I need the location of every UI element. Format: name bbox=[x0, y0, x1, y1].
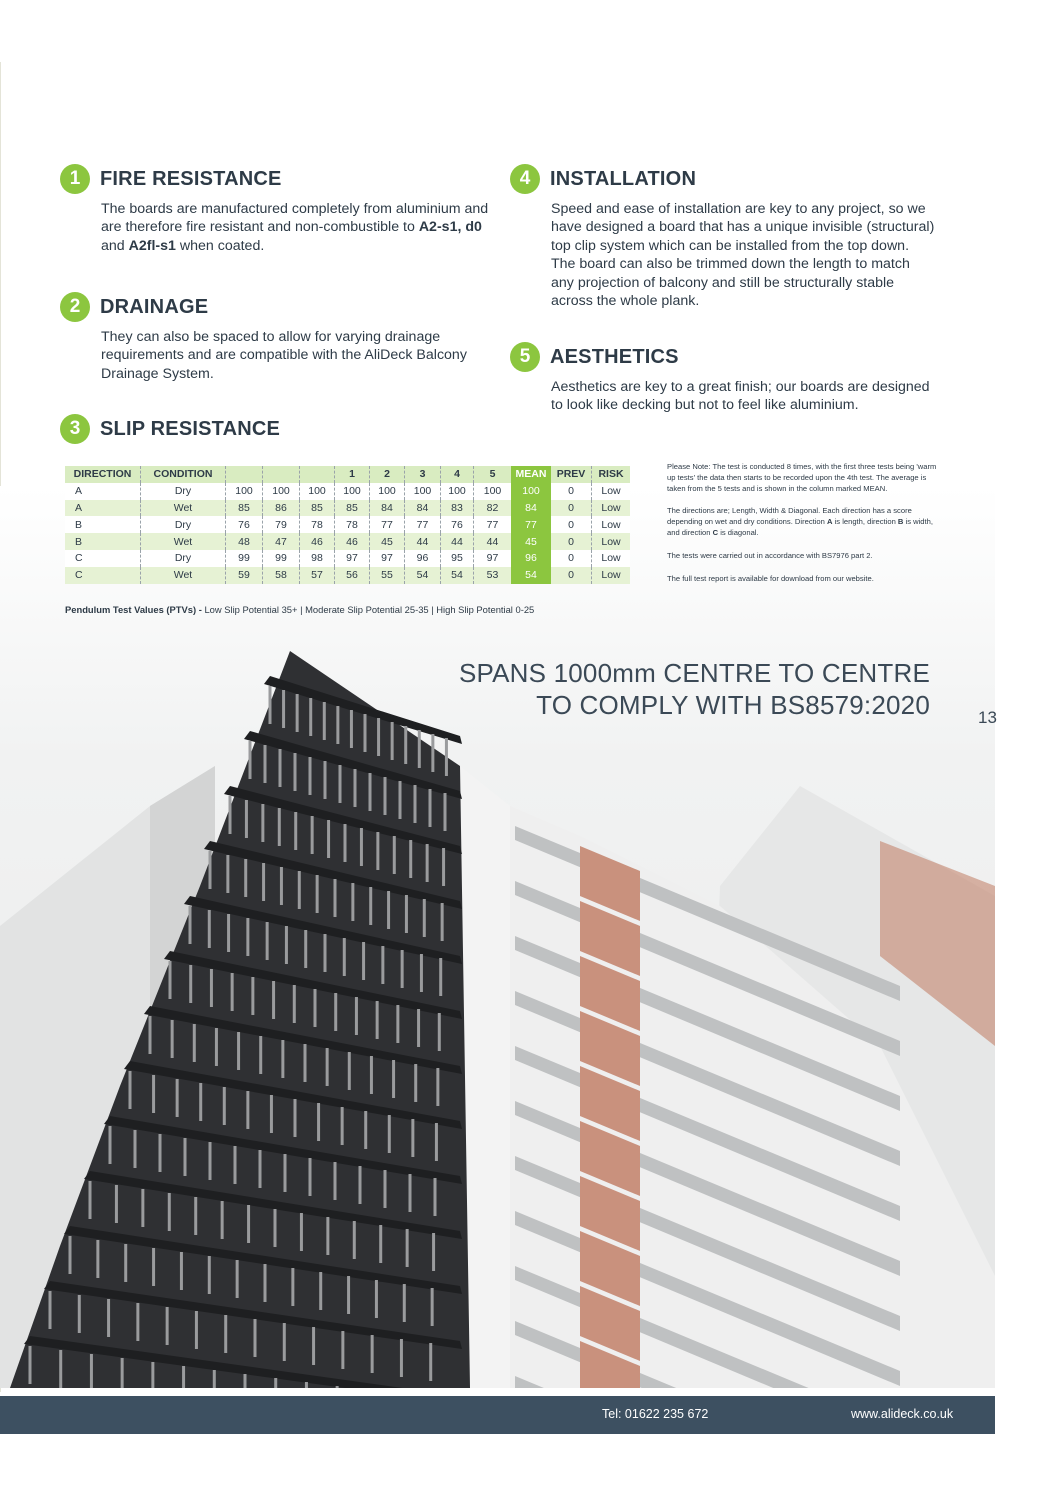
table-cell: 100 bbox=[226, 483, 263, 500]
col-test-3: 3 bbox=[405, 466, 441, 483]
mean-cell: 45 bbox=[511, 533, 551, 550]
table-cell: Dry bbox=[141, 483, 226, 500]
table-cell: Low bbox=[592, 567, 631, 584]
table-cell: 46 bbox=[300, 533, 335, 550]
number-badge-4: 4 bbox=[510, 164, 540, 194]
table-cell: 56 bbox=[335, 567, 370, 584]
table-cell: 84 bbox=[370, 500, 405, 517]
table-row bbox=[65, 483, 630, 500]
col-test-5: 5 bbox=[474, 466, 512, 483]
table-cell: 59 bbox=[226, 567, 263, 584]
table-cell: 44 bbox=[441, 533, 474, 550]
table-cell: 83 bbox=[441, 500, 474, 517]
note-paragraph: The tests were carried out in accordance with BS7976 part 2. bbox=[667, 550, 873, 560]
table-cell: Dry bbox=[141, 550, 226, 567]
table-cell: 45 bbox=[370, 533, 405, 550]
col-warmup-3 bbox=[300, 466, 335, 483]
col-condition: CONDITION bbox=[141, 466, 226, 483]
table-cell: 100 bbox=[300, 483, 335, 500]
mean-cell: 84 bbox=[511, 500, 551, 517]
mean-cell: 77 bbox=[511, 516, 551, 533]
table-cell: A bbox=[65, 500, 141, 517]
table-cell: 46 bbox=[335, 533, 370, 550]
col-risk: RISK bbox=[592, 466, 631, 483]
table-cell: 47 bbox=[263, 533, 300, 550]
pendulum-test-values: Pendulum Test Values (PTVs) - Low Slip Potential 35+ | Moderate Slip Potential 25-35 | High Slip Potential 0-25 bbox=[65, 604, 535, 615]
table-cell: 85 bbox=[226, 500, 263, 517]
mean-cell: 96 bbox=[511, 550, 551, 567]
spans-heading: SPANS 1000mm CENTRE TO CENTRE TO COMPLY WITH BS8579:2020 bbox=[458, 658, 930, 720]
table-row bbox=[65, 567, 630, 584]
note-paragraph: The full test report is available for download from our website. bbox=[667, 573, 874, 583]
mean-cell: 54 bbox=[511, 567, 551, 584]
feature-title: SLIP RESISTANCE bbox=[100, 417, 281, 440]
note-paragraph: Please Note: The test is conducted 8 times, with the first three tests being 'warm up tests' the data then starts to be recorded upon the 4th test. The average is taken from the 5 tests and is shown in the column marked MEAN. bbox=[667, 462, 937, 493]
table-cell: Dry bbox=[141, 516, 226, 533]
table-cell: 100 bbox=[441, 483, 474, 500]
table-cell: 78 bbox=[300, 516, 335, 533]
table-cell: Wet bbox=[141, 533, 226, 550]
building-illustration bbox=[0, 486, 995, 1388]
table-cell: 100 bbox=[263, 483, 300, 500]
table-cell: Low bbox=[592, 550, 631, 567]
table-cell: 100 bbox=[370, 483, 405, 500]
feature-text: Aesthetics are key to a great finish; our boards are designed to look like decking but not to feel like aluminium. bbox=[551, 379, 930, 414]
table-cell: B bbox=[65, 516, 141, 533]
table-row bbox=[65, 533, 630, 550]
table-cell: 0 bbox=[551, 483, 592, 500]
table-cell: 77 bbox=[370, 516, 405, 533]
footer-phone[interactable]: Tel: 01622 235 672 bbox=[602, 1407, 709, 1421]
table-cell: Low bbox=[592, 516, 631, 533]
number-badge-1: 1 bbox=[60, 164, 90, 194]
feature-text: Speed and ease of installation are key to any project, so we have designed a board that has a unique invisible (structural) top clip system which can be installed from the top down. The board can also be trimmed down the length to match any projection of balcony and still be structurally stable across the whole plank. bbox=[551, 201, 935, 310]
table-cell: 58 bbox=[263, 567, 300, 584]
table-cell: 78 bbox=[335, 516, 370, 533]
feature-text: They can also be spaced to allow for varying drainage requirements and are compatible with the AliDeck Balcony Drainage System. bbox=[101, 329, 467, 382]
table-cell: Low bbox=[592, 483, 631, 500]
col-warmup-2 bbox=[263, 466, 300, 483]
table-cell: 82 bbox=[474, 500, 512, 517]
col-warmup-1 bbox=[226, 466, 263, 483]
table-row bbox=[65, 500, 630, 517]
table-cell: 84 bbox=[405, 500, 441, 517]
col-test-1: 1 bbox=[335, 466, 370, 483]
mean-cell: 100 bbox=[511, 483, 551, 500]
col-test-2: 2 bbox=[370, 466, 405, 483]
table-cell: 0 bbox=[551, 567, 592, 584]
col-test-4: 4 bbox=[441, 466, 474, 483]
table-cell: A bbox=[65, 483, 141, 500]
number-badge-3: 3 bbox=[60, 414, 90, 444]
feature-slip-resistance bbox=[60, 413, 360, 445]
col-prev: PREV bbox=[551, 466, 592, 483]
table-cell: 0 bbox=[551, 533, 592, 550]
feature-title: AESTHETICS bbox=[550, 345, 679, 368]
table-cell: B bbox=[65, 533, 141, 550]
feature-title: DRAINAGE bbox=[100, 295, 209, 318]
table-cell: 97 bbox=[335, 550, 370, 567]
table-cell: C bbox=[65, 550, 141, 567]
table-cell: 0 bbox=[551, 500, 592, 517]
table-cell: 85 bbox=[300, 500, 335, 517]
number-badge-5: 5 bbox=[510, 342, 540, 372]
table-cell: 99 bbox=[226, 550, 263, 567]
table-cell: Wet bbox=[141, 567, 226, 584]
table-cell: C bbox=[65, 567, 141, 584]
table-cell: 0 bbox=[551, 550, 592, 567]
table-row bbox=[65, 516, 630, 533]
table-cell: 100 bbox=[405, 483, 441, 500]
feature-drainage bbox=[60, 291, 480, 383]
feature-fire-resistance bbox=[60, 163, 500, 255]
table-cell: 77 bbox=[474, 516, 512, 533]
table-cell: 97 bbox=[474, 550, 512, 567]
feature-aesthetics bbox=[510, 341, 940, 415]
table-cell: 54 bbox=[405, 567, 441, 584]
table-cell: 79 bbox=[263, 516, 300, 533]
table-cell: Low bbox=[592, 500, 631, 517]
table-cell: 53 bbox=[474, 567, 512, 584]
table-cell: 0 bbox=[551, 516, 592, 533]
feature-installation bbox=[510, 163, 940, 310]
table-cell: 48 bbox=[226, 533, 263, 550]
table-cell: 44 bbox=[474, 533, 512, 550]
table-cell: 99 bbox=[263, 550, 300, 567]
table-cell: 95 bbox=[441, 550, 474, 567]
table-cell: 100 bbox=[474, 483, 512, 500]
building-photo bbox=[0, 486, 995, 1388]
feature-title: FIRE RESISTANCE bbox=[100, 167, 282, 190]
col-mean: MEAN bbox=[511, 466, 551, 483]
page-number: 13 bbox=[978, 708, 997, 727]
table-cell: 86 bbox=[263, 500, 300, 517]
table-cell: 76 bbox=[441, 516, 474, 533]
table-cell: 100 bbox=[335, 483, 370, 500]
table-row bbox=[65, 550, 630, 567]
table-cell: 54 bbox=[441, 567, 474, 584]
table-cell: 57 bbox=[300, 567, 335, 584]
table-cell: 44 bbox=[405, 533, 441, 550]
table-cell: 98 bbox=[300, 550, 335, 567]
note-paragraph: The directions are; Length, Width & Diagonal. Each direction has a score depending on wet and dry conditions. Direction A is length, direction B is width, and direction C is diagonal. bbox=[667, 506, 933, 537]
number-badge-2: 2 bbox=[60, 292, 90, 322]
table-cell: 77 bbox=[405, 516, 441, 533]
table-cell: Low bbox=[592, 533, 631, 550]
table-cell: 96 bbox=[405, 550, 441, 567]
table-header-row bbox=[65, 466, 630, 483]
feature-title: INSTALLATION bbox=[550, 167, 697, 190]
slip-resistance-table bbox=[65, 466, 630, 584]
test-notes bbox=[667, 462, 939, 596]
table-cell: 85 bbox=[335, 500, 370, 517]
table-cell: 76 bbox=[226, 516, 263, 533]
feature-text: The boards are manufactured completely from aluminium and are therefore fire resistant and non-combustible to A2-s1, d0 and A2fl-s1 when coated. bbox=[101, 201, 489, 254]
footer-bar bbox=[0, 1396, 995, 1434]
col-direction: DIRECTION bbox=[65, 466, 141, 483]
table-cell: 97 bbox=[370, 550, 405, 567]
table-cell: 55 bbox=[370, 567, 405, 584]
table-cell: Wet bbox=[141, 500, 226, 517]
footer-website-link[interactable]: www.alideck.co.uk bbox=[851, 1407, 954, 1421]
